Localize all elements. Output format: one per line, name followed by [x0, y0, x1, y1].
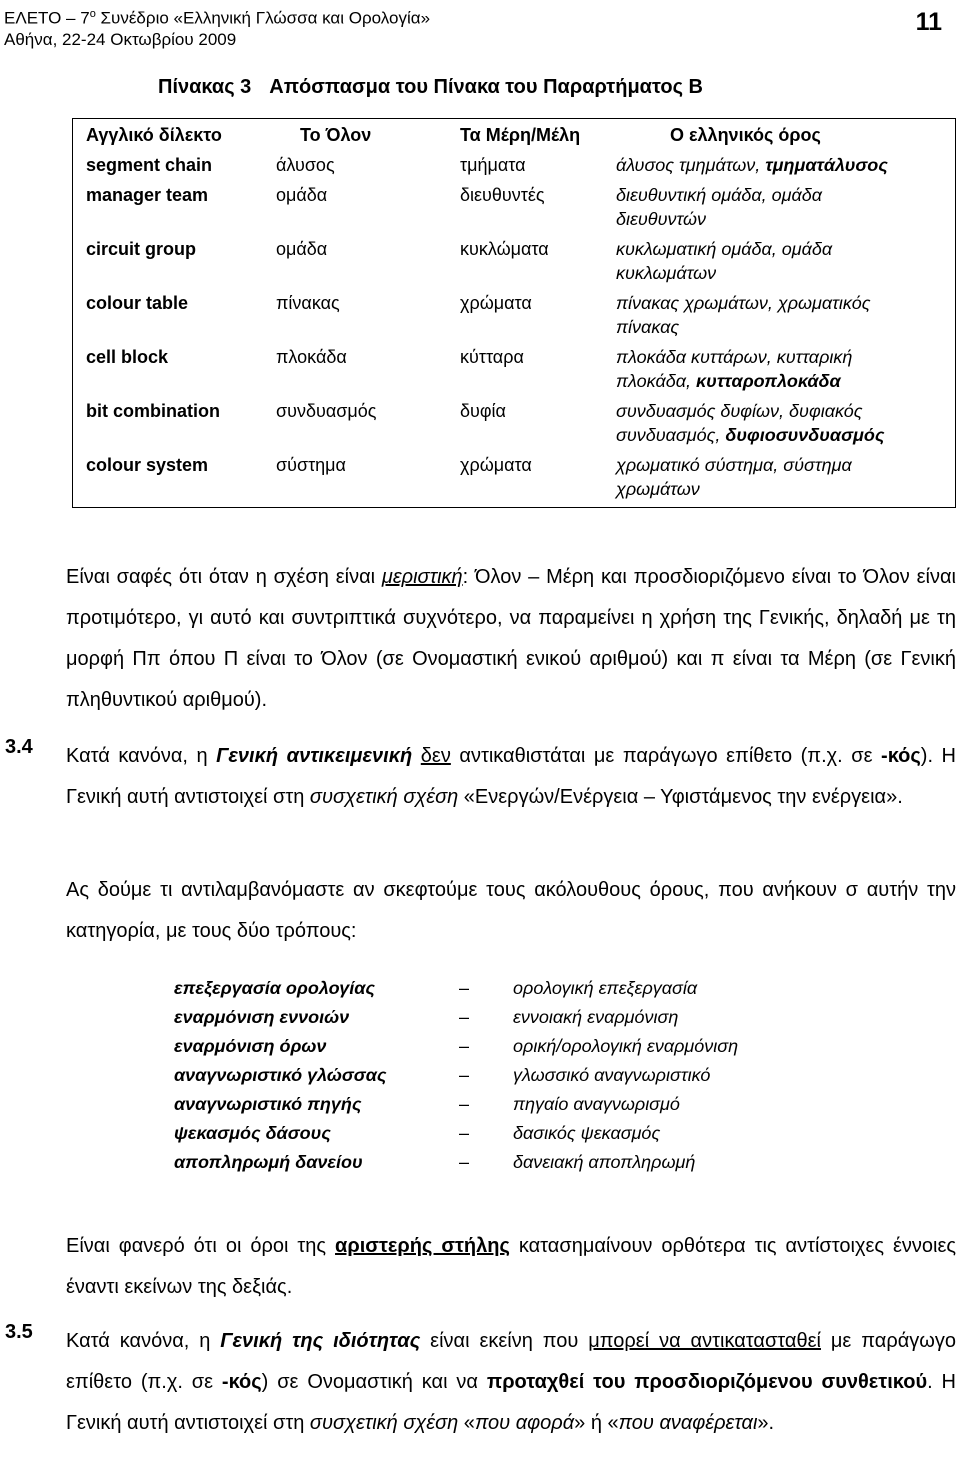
- cell-whole: συνδυασμός: [276, 401, 377, 421]
- cell-english: colour system: [86, 455, 209, 475]
- table-row: [73, 345, 956, 399]
- cell-greek: συνδυασμός δυφίων, δυφιακός συνδυασμός, δυφιοσυνδυασμός: [616, 401, 885, 445]
- col-header-english: Αγγλικό δίλεκτο: [86, 125, 222, 145]
- cell-whole: πίνακας: [276, 293, 340, 313]
- cell-parts: διευθυντές: [460, 185, 545, 205]
- cell-whole: ομάδα: [276, 185, 328, 205]
- header-line-1: ΕΛΕΤΟ – $7^o$ Συνέδριο «Ελληνική Γλώσσα και Ορολογία»: [4, 8, 431, 28]
- table-caption: [158, 76, 703, 99]
- paragraph-examples-intro: Ας δούμε τι αντιλαμβανόμαστε αν σκεφτούμε τους ακόλουθους όρους, που ανήκουν σ αυτήν την κατηγορία, με τους δύο τρόπους:: [66, 879, 956, 942]
- cell-greek: χρωματικό σύστημα, σύστημα χρωμάτων: [616, 455, 852, 499]
- paragraph-meristic: Είναι σαφές ότι όταν η σχέση είναι μεριστική: Όλον – Μέρη και προσδιοριζόμενο είναι το Όλον είναι προτιμότερο, γι αυτό και συντριπτικά συχνότερο, να παραμείνει η χρήση της Γενικής, δηλαδή με τη μορφή Ππ όπου Π είναι το Όλον (σε Ονομαστική ενικού αριθμού) και π είναι τα Μέρη (σε Γενική πληθυντικού αριθμού).: [66, 566, 956, 711]
- cell-parts: χρώματα: [460, 455, 532, 475]
- page-number: 11: [915, 8, 942, 36]
- paragraph-section-3-4: Κατά κανόνα, η Γενική αντικειμενική δεν αντικαθιστάται με παράγωγο επίθετο (π.χ. σε -κός). Η Γενική αυτή αντιστοιχεί στη συσχετική σχέση «Ενεργών/Ενέργεια – Υφιστάμενος την ενέργεια».: [66, 745, 956, 808]
- paragraph-left-column: Είναι φανερό ότι οι όροι της αριστερής στήλης κατασημαίνουν ορθότερα τις αντίστοιχες έννοιες έναντι εκείνων της δεξιάς.: [66, 1235, 957, 1298]
- cell-greek: κυκλωματική ομάδα, ομάδα κυκλωμάτων: [616, 239, 833, 283]
- cell-parts: δυφία: [460, 401, 506, 421]
- cell-parts: τμήματα: [460, 155, 526, 175]
- cell-parts: χρώματα: [460, 293, 532, 313]
- cell-whole: σύστημα: [276, 455, 346, 475]
- table-row: [73, 151, 956, 183]
- table-caption-number: Πίνακας 3: [158, 76, 252, 98]
- cell-parts: κυκλώματα: [460, 239, 549, 259]
- table-row: [73, 399, 956, 453]
- paragraph-section-3-5: Κατά κανόνα, η Γενική της ιδιότητας είναι εκείνη που μπορεί να αντικατασταθεί με παράγωγο επίθετο (π.χ. σε -κός) σε Ονομαστική και να προταχθεί του προσδιοριζόμενου συνθετικού. Η Γενική αυτή αντιστοιχεί στη συσχετική σχέση «που αφορά» ή «που αναφέρεται».: [66, 1330, 957, 1434]
- table-row: [73, 453, 956, 508]
- col-header-whole: Το Όλον: [300, 125, 372, 145]
- table-header-row: [73, 119, 956, 152]
- cell-whole: άλυσος: [276, 155, 335, 175]
- cell-greek: πίνακας χρωμάτων, χρωματικός πίνακας: [616, 293, 871, 337]
- col-header-greek: Ο ελληνικός όρος: [670, 125, 821, 145]
- table-row: [73, 237, 956, 291]
- cell-english: bit combination: [86, 401, 220, 421]
- table-row: [73, 183, 956, 237]
- cell-english: manager team: [86, 185, 209, 205]
- section-number-3-4: 3.4: [5, 736, 33, 758]
- header-line-2: Αθήνα, 22-24 Οκτωβρίου 2009: [4, 29, 237, 49]
- running-header: [4, 4, 430, 50]
- col-header-parts: Τα Μέρη/Μέλη: [460, 125, 581, 145]
- cell-english: cell block: [86, 347, 169, 367]
- cell-whole: πλοκάδα: [276, 347, 347, 367]
- cell-english: segment chain: [86, 155, 213, 175]
- terms-table: [72, 118, 956, 508]
- cell-greek: πλοκάδα κυττάρων, κυτταρική πλοκάδα, κυτταροπλοκάδα: [616, 347, 853, 391]
- cell-greek: άλυσος τμημάτων, τμηματάλυσος: [616, 155, 888, 175]
- cell-english: colour table: [86, 293, 189, 313]
- cell-parts: κύτταρα: [460, 347, 524, 367]
- cell-english: circuit group: [86, 239, 197, 259]
- cell-whole: ομάδα: [276, 239, 328, 259]
- table-caption-title: Απόσπασμα του Πίνακα του Παραρτήματος Β: [269, 76, 703, 98]
- section-number-3-5: 3.5: [5, 1321, 33, 1343]
- table-row: [73, 291, 956, 345]
- cell-greek: διευθυντική ομάδα, ομάδα διευθυντών: [616, 185, 823, 229]
